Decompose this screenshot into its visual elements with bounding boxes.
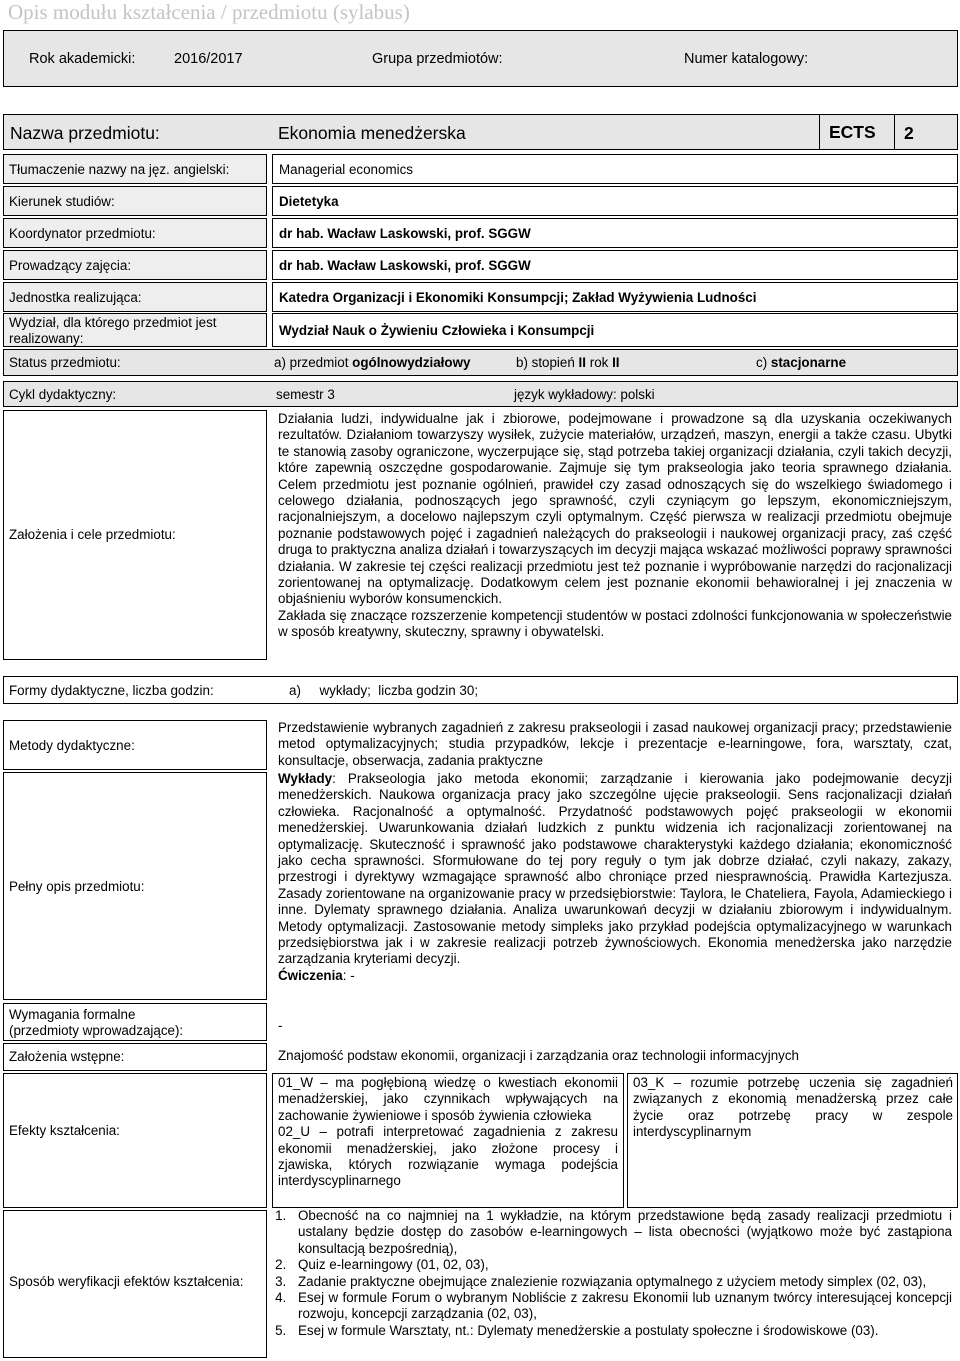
requirements-label-line1: Wymagania formalne	[9, 1007, 136, 1022]
outcomes-label: Efekty kształcenia:	[9, 1123, 120, 1138]
course-group-label: Grupa przedmiotów:	[372, 50, 503, 67]
lectures-text: : Prakseologia jako metoda ekonomii; zarządzanie i kierowania jako podejmowanie decyzji menedżerskich. Naukowa organizacja pracy jako szczególne ujęcie prakseologii. Sens racjonalizacji działań człowieka. Racjonalność a optymalność. Przydatność podstawowych pojęć prakseologii w ekonomii menedżerskiej. Uwarunkowania działań ludzkich z punktu widzenia ich racjonalizacji zorientowanej na optymalizację. Skuteczność i sprawność jako podstawowe charakterystyki każdego działania; ekonomiczność jako cecha sprawności. Sformułowane do tej pory reguły o tym jak dobrze działać, czyli nakazy, zakazy, przestrogi i dyrektywy wzmagające sprawność albo chroniące przed niesprawnością. Prawidła Kartezjusza. Zasady zorientowane na organizowanie pracy w przedsiębiorstwie: Taylora, le Chateliera, Fayola, Adamieckiego i inne. Dylematy sprawnego działania. Analiza uwarunkowań decyzji w działaniu zbiorowym i indywidualnym. Metody optymalizacji. Zastosowanie metody simpleks jako przykład podejścia optymalizacyjnego w warunkach przedsiębiorstwa jak i w zakresie realizacji potrzeb żywnościowych. Ekonomia menedżerska jako narzędzie zarządzania kryteriami decyzji.	[278, 771, 952, 967]
unit-value: Katedra Organizacji i Ekonomiki Konsumpcji; Zakład Wyżywienia Ludności	[279, 290, 757, 305]
forms-label: Formy dydaktyczne, liczba godzin:	[9, 683, 214, 698]
verification-item: 3. Zadanie praktyczne obejmujące znalezienie rozwiązania optymalnego z użyciem metody simplex (02, 03),	[290, 1274, 952, 1290]
catalog-number-label: Numer katalogowy:	[684, 50, 809, 67]
objectives-label-box	[3, 410, 267, 660]
faculty-label-line1: Wydział, dla którego przedmiot jest	[9, 315, 217, 330]
faculty-label-line2: realizowany:	[9, 331, 84, 346]
objectives-paragraph-2: Zakłada się znaczące rozszerzenie kompetencji studentów w postaci zdolności funkcjonowania w społeczeństwie w sposób kreatywny, skuteczny, sprawny i obywatelski.	[278, 607, 952, 640]
cycle-label: Cykl dydaktyczny:	[9, 387, 117, 402]
unit-label: Jednostka realizująca:	[9, 290, 142, 305]
status-mode-value: stacjonarne	[770, 355, 847, 370]
faculty-value: Wydział Nauk o Żywieniu Człowieka i Konsumpcji	[279, 323, 595, 338]
status-row	[3, 349, 958, 376]
status-year-value: II	[612, 355, 620, 370]
course-name-value: Ekonomia menedżerska	[278, 123, 466, 143]
status-type-value: ogólnowydziałowy	[352, 355, 471, 370]
translation-value-box	[272, 154, 958, 184]
translation-label-box	[3, 154, 267, 184]
ects-label: ECTS	[819, 115, 895, 149]
requirements-label-line2: (przedmioty wprowadzające):	[9, 1023, 184, 1038]
unit-value-box	[272, 282, 958, 312]
language-value: język wykładowy: polski	[514, 387, 655, 402]
ects-value: 2	[904, 123, 914, 143]
description-text	[278, 771, 952, 984]
lectures-label: Wykłady	[278, 771, 333, 786]
lecturer-label-box	[3, 250, 267, 280]
academic-year-label: Rok akademicki:	[29, 50, 136, 67]
outcomes-left-cell	[272, 1073, 624, 1208]
status-type	[274, 355, 470, 370]
verification-label-box	[3, 1210, 267, 1358]
program-label-box	[3, 186, 267, 216]
status-label: Status przedmiotu:	[9, 355, 121, 370]
program-label: Kierunek studiów:	[9, 194, 115, 209]
course-name-band	[3, 114, 958, 150]
status-mode	[756, 355, 846, 370]
outcomes-label-box	[3, 1073, 267, 1208]
verification-list-box	[272, 1208, 952, 1339]
header-band	[3, 30, 958, 87]
outcome-k03: 03_K – rozumie potrzebę uczenia się zagadnień związanych z ekonomią menadżerską przez całe życie oraz potrzebę pracy w zespole interdyscyplinarnym	[633, 1075, 953, 1140]
status-year-label: rok	[589, 355, 609, 370]
description-label: Pełny opis przedmiotu:	[9, 879, 145, 894]
objectives-paragraph-1: Działania ludzi, indywidualne jak i zbiorowe, podejmowane i prowadzone są dla uzyskania oczekiwanych rezultatów. Działaniom towarzyszy wysiłek, zużycie materiałów, urządzeń, maszyn, energii a także czasu. Ubytki te stanowią zasoby ograniczone, wyczerpujące się, stąd potrzeba takiej organizacji działania, czyli takich decyzji, które zapewnią oszczędne gospodarowanie. Zajmuje się tym prakseologia jako teoria sprawnego działania. Celem przedmiotu jest poznanie ogólnień, prawideł czy zasad odnoszących się do wszelkiego świadomego i celowego działania, podnoszących jego sprawność, czyli czyniącym go lepszym, ekonomiczniejszym, racjonalniejszym, a docelowo najlepszym czyli optymalnym. Część pierwsza w realizacji przedmiotu obejmuje poznanie podstawowych pojęć i zagadnień należących do prakseologii i naukowej organizacji pracy, zaś część druga to praktyczna analiza działań i towarzyszących im decyzji mająca wskazać możliwości poprawy sprawności działania. W zakresie tej części realizacji przedmiotu jest też poznanie i wypróbowanie narzędzi do racjonalizacji zorientowanej na optymalizację. Dodatkowym celem jest poznanie ekonomii behawioralnej i jej znaczenia w objaśnieniu wyborów konsumenckich.	[278, 411, 952, 607]
translation-value: Managerial economics	[279, 162, 413, 177]
coordinator-label: Koordynator przedmiotu:	[9, 226, 156, 241]
verification-item: 1. Obecność na co najmniej na 1 wykładzie, na którym przedstawione będą zasady realizacji przedmiotu i ustalany będzie dostęp do zasobów e-learningowych – lista obecności (wyjątkowo może być zastąpiona konsultacją bezpośrednią),	[290, 1208, 952, 1257]
cycle-value: semestr 3	[276, 387, 335, 402]
document-title: Opis modułu kształcenia / przedmiotu (sylabus)	[8, 0, 410, 24]
lecturer-value-box	[272, 250, 958, 280]
status-degree-prefix: b) stopień	[516, 355, 575, 370]
status-type-prefix: a) przedmiot	[274, 355, 349, 370]
translation-label: Tłumaczenie nazwy na jęz. angielski:	[9, 162, 230, 177]
verification-item: 4. Esej w formule Forum o wybranym Nobliście z zakresu Ekonomii lub uznanym twórcy interesującej koncepcji rozwoju, koncepcji zarządzania (02, 03),	[290, 1290, 952, 1323]
outcome-u02: 02_U – potrafi interpretować zagadnienia z zakresu ekonomii menadżerskiej, jako złożone procesy i zjawiska, których rozwiązanie wymaga podejścia interdyscyplinarnego	[278, 1124, 618, 1189]
status-degree	[516, 355, 620, 370]
academic-year-value: 2016/2017	[174, 50, 243, 67]
status-degree-value: II	[578, 355, 586, 370]
coordinator-value: dr hab. Wacław Laskowski, prof. SGGW	[279, 226, 531, 241]
exercises-label: Ćwiczenia	[278, 967, 343, 983]
forms-row	[3, 676, 958, 704]
coordinator-value-box	[272, 218, 958, 248]
cycle-row	[3, 381, 958, 407]
prerequisites-label: Założenia wstępne:	[9, 1049, 125, 1064]
forms-value: a) wykłady; liczba godzin 30;	[289, 683, 479, 698]
unit-label-box	[3, 282, 267, 312]
program-value: Dietetyka	[279, 194, 339, 209]
requirements-label-box	[3, 1003, 267, 1041]
faculty-label-box	[3, 313, 267, 347]
faculty-value-box	[272, 313, 958, 347]
verification-item: 5. Esej w formule Warsztaty, nt.: Dylematy menedżerskie a postulaty społeczne i środowiskowe (03).	[290, 1323, 952, 1339]
course-name-label: Nazwa przedmiotu:	[10, 123, 160, 143]
exercises-text: : -	[342, 967, 355, 983]
outcomes-right-cell	[627, 1073, 958, 1208]
program-value-box	[272, 186, 958, 216]
description-exercises	[278, 968, 952, 984]
methods-label: Metody dydaktyczne:	[9, 738, 135, 753]
outcome-w01: 01_W – ma pogłębioną wiedzę o kwestiach ekonomii menadżerskiej, jako czynnikach wpływających na zachowanie żywieniowe i sposób żywienia człowieka	[278, 1075, 618, 1123]
objectives-text	[278, 411, 952, 641]
methods-label-box	[3, 720, 267, 770]
description-label-box	[3, 772, 267, 1000]
methods-value: Przedstawienie wybranych zagadnień z zakresu prakseologii i zasad naukowej organizacji pracy; przedstawienie metod optymalizacyjnych; studia przypadków, lekcje i prezentacje e-learningowe, fora, warsztaty, czat, konsultacje, obserwacja, zadania praktyczne	[278, 720, 952, 768]
objectives-label: Założenia i cele przedmiotu:	[9, 527, 176, 542]
prerequisites-value: Znajomość podstaw ekonomii, organizacji i zarządzania oraz technologii informacyjnych	[278, 1048, 799, 1063]
requirements-value: -	[278, 1018, 283, 1033]
status-mode-prefix: c)	[756, 355, 768, 370]
verification-label: Sposób weryfikacji efektów kształcenia:	[9, 1274, 244, 1289]
lecturer-value: dr hab. Wacław Laskowski, prof. SGGW	[279, 258, 531, 273]
verification-item: 2. Quiz e-learningowy (01, 02, 03),	[290, 1257, 952, 1273]
verification-list	[272, 1208, 952, 1339]
prerequisites-label-box	[3, 1043, 267, 1071]
lecturer-label: Prowadzący zajęcia:	[9, 258, 132, 273]
description-lectures	[278, 771, 952, 968]
coordinator-label-box	[3, 218, 267, 248]
